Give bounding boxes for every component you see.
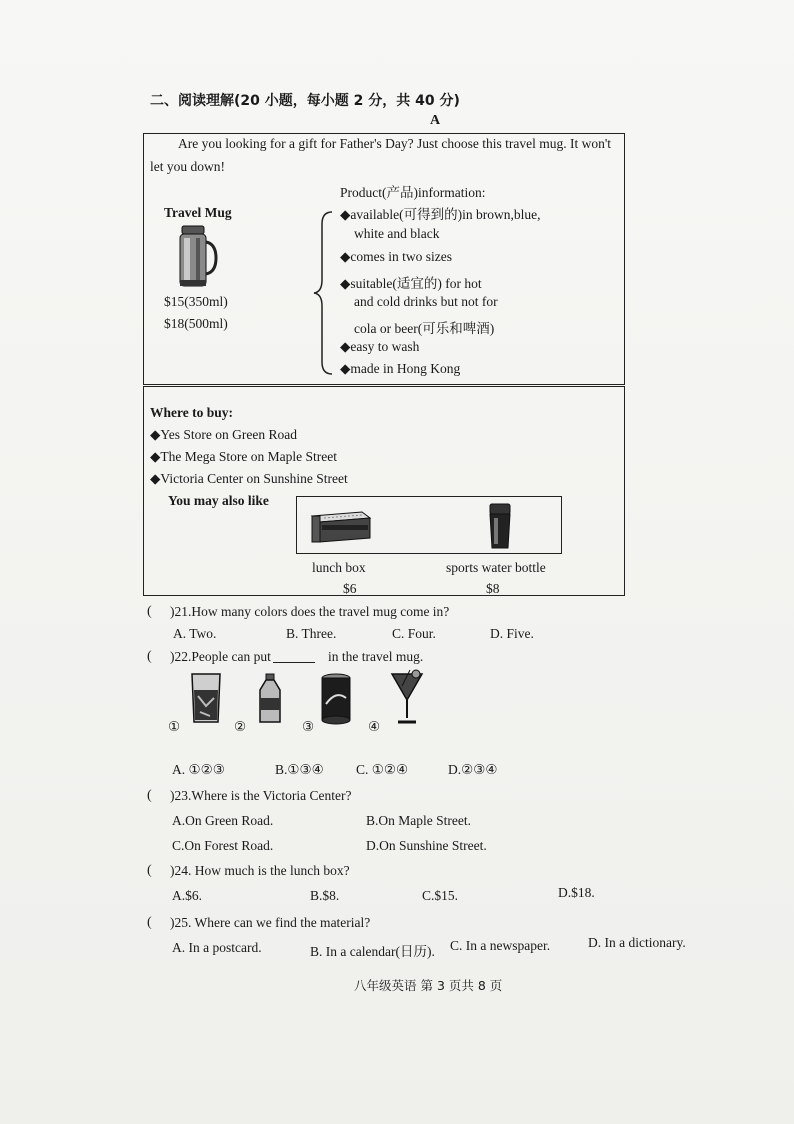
answer-paren[interactable]: ( xyxy=(147,649,152,664)
picture-label: ② xyxy=(234,719,247,734)
info-line: ◆made in Hong Kong xyxy=(340,361,461,376)
option: C. Four. xyxy=(392,626,436,641)
water-bottle-image xyxy=(256,672,284,726)
also-item-name: sports water bottle xyxy=(446,560,546,575)
cocktail-glass-image xyxy=(390,668,424,726)
answer-paren[interactable]: ( xyxy=(147,604,152,619)
store-item: ◆Yes Store on Green Road xyxy=(150,427,297,442)
cola-can-image xyxy=(318,672,354,726)
also-like-title: You may also like xyxy=(168,493,269,508)
where-title: Where to buy: xyxy=(150,405,233,420)
answer-paren[interactable]: ( xyxy=(147,788,152,803)
passage-label: A xyxy=(430,113,441,128)
sports-water-bottle-image xyxy=(484,502,516,550)
question-stem: )24. How much is the lunch box? xyxy=(170,863,350,878)
option: D. Five. xyxy=(490,626,534,641)
option: D.On Sunshine Street. xyxy=(366,838,487,853)
option: C.$15. xyxy=(422,888,459,903)
option: B.On Maple Street. xyxy=(366,813,471,828)
picture-label: ③ xyxy=(302,719,315,734)
option: A. Two. xyxy=(173,626,217,641)
option: D. In a dictionary. xyxy=(588,935,686,950)
info-title: Product(产品)information: xyxy=(340,185,486,200)
question-stem-end: in the travel mug. xyxy=(328,649,424,664)
brace-icon xyxy=(312,210,334,376)
info-line: ◆easy to wash xyxy=(340,339,420,354)
info-line: and cold drinks but not for xyxy=(354,294,498,309)
answer-paren[interactable]: ( xyxy=(147,915,152,930)
info-line: ◆available(可得到的)in brown,blue, xyxy=(340,207,541,222)
fill-blank[interactable] xyxy=(273,650,315,663)
product-name: Travel Mug xyxy=(164,205,232,220)
option: A. ①②③ xyxy=(172,762,225,777)
also-item-price: $6 xyxy=(343,581,357,596)
info-line: ◆comes in two sizes xyxy=(340,249,452,264)
price-small: $15(350ml) xyxy=(164,294,228,309)
option: C. ①②④ xyxy=(356,762,409,777)
option: D.$18. xyxy=(558,885,595,900)
store-item: ◆Victoria Center on Sunshine Street xyxy=(150,471,348,486)
page-footer: 八年级英语 第 3 页共 8 页 xyxy=(354,978,503,993)
info-line: white and black xyxy=(354,226,440,241)
question-stem: )25. Where can we find the material? xyxy=(170,915,371,930)
option: C. In a newspaper. xyxy=(450,938,551,953)
lunch-box-image xyxy=(308,504,374,546)
option: B.①③④ xyxy=(275,762,324,777)
also-item-name: lunch box xyxy=(312,560,366,575)
option: A.On Green Road. xyxy=(172,813,274,828)
ad-intro-line2: let you down! xyxy=(150,159,225,174)
option: A.$6. xyxy=(172,888,202,903)
travel-mug-image xyxy=(176,224,220,290)
option: D.②③④ xyxy=(448,762,498,777)
also-item-price: $8 xyxy=(486,581,500,596)
price-large: $18(500ml) xyxy=(164,316,228,331)
juice-glass-image xyxy=(188,670,224,726)
info-line: ◆suitable(适宜的) for hot xyxy=(340,276,482,291)
option: B. In a calendar(日历). xyxy=(310,944,435,959)
option: A. In a postcard. xyxy=(172,940,262,955)
store-item: ◆The Mega Store on Maple Street xyxy=(150,449,337,464)
picture-label: ④ xyxy=(368,719,381,734)
picture-label: ① xyxy=(168,719,181,734)
ad-intro-line1: Are you looking for a gift for Father's Day? Just choose this travel mug. It won't xyxy=(178,136,612,151)
option: C.On Forest Road. xyxy=(172,838,274,853)
option: B. Three. xyxy=(286,626,337,641)
info-line: cola or beer(可乐和啤酒) xyxy=(354,321,495,336)
question-stem: )22.People can put xyxy=(170,649,271,664)
answer-paren[interactable]: ( xyxy=(147,863,152,878)
question-stem: )21.How many colors does the travel mug come in? xyxy=(170,604,450,619)
question-stem: )23.Where is the Victoria Center? xyxy=(170,788,352,803)
section-title: 二、阅读理解(20 小题，每小题 2 分，共 40 分) xyxy=(150,93,460,109)
option: B.$8. xyxy=(310,888,340,903)
